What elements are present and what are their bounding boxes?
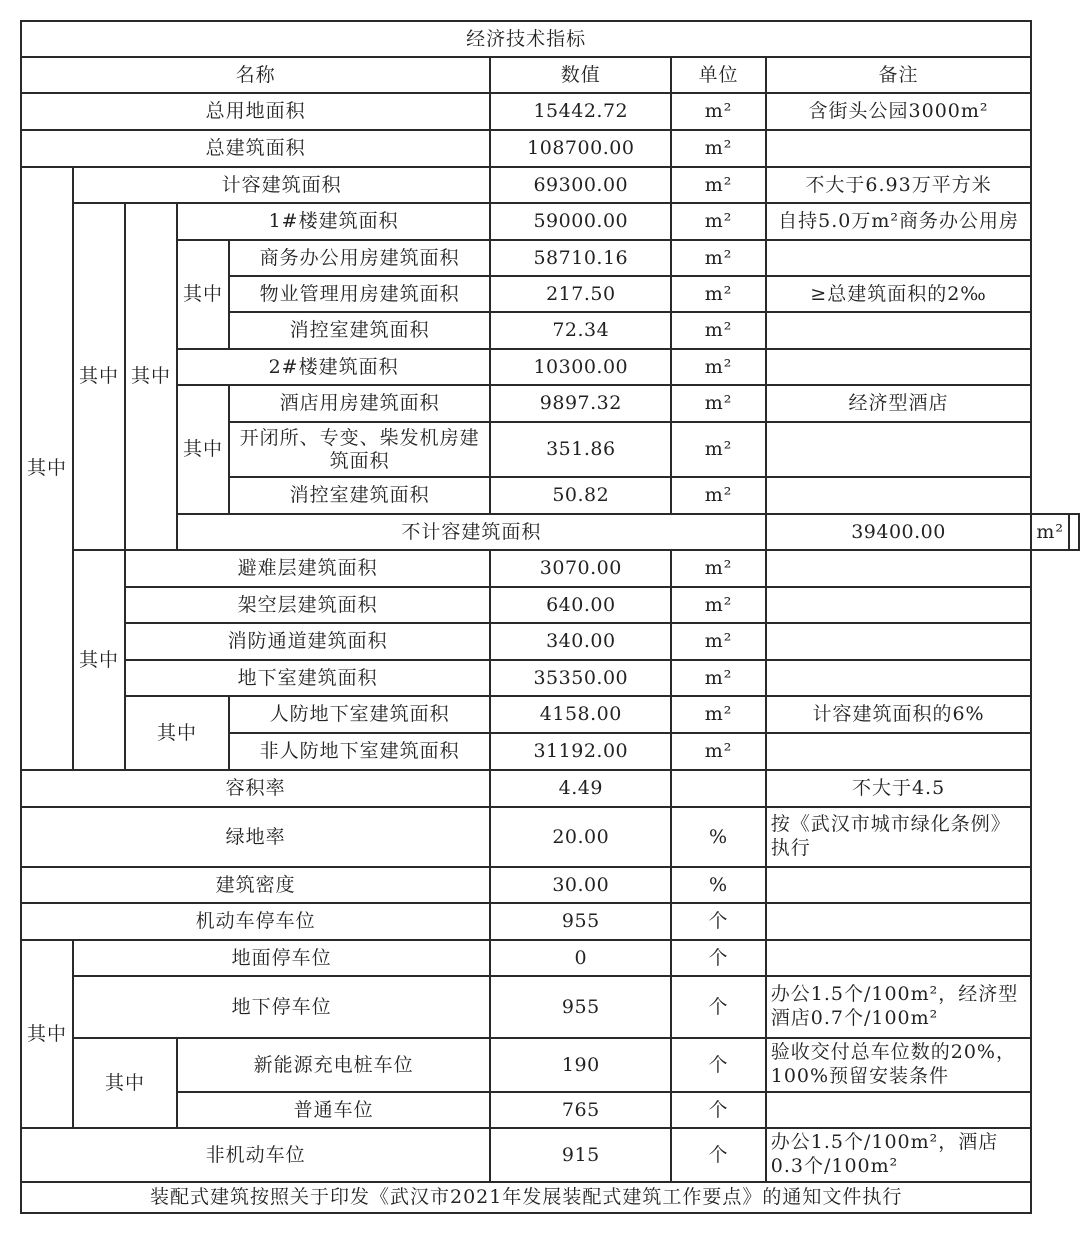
group-label: 其中 <box>177 240 229 349</box>
row-value: 69300.00 <box>490 167 671 203</box>
row-name: 总建筑面积 <box>21 130 490 167</box>
group-label: 其中 <box>125 203 177 550</box>
row-value: 31192.00 <box>490 733 671 770</box>
row-unit: m² <box>671 696 765 733</box>
row-value: 10300.00 <box>490 349 671 385</box>
row-unit: m² <box>1031 514 1069 550</box>
row-name: 避难层建筑面积 <box>125 550 490 587</box>
row-value: 915 <box>490 1128 671 1182</box>
header-unit: 单位 <box>671 57 765 93</box>
row-note <box>766 240 1032 276</box>
row-value: 765 <box>490 1092 671 1128</box>
row-unit: m² <box>671 167 765 203</box>
row-value: 108700.00 <box>490 130 671 167</box>
row-note <box>766 587 1032 623</box>
row-name: 消防通道建筑面积 <box>125 623 490 660</box>
group-label: 其中 <box>21 940 73 1128</box>
row-value: 20.00 <box>490 807 671 867</box>
group-label: 其中 <box>73 203 125 550</box>
row-value: 640.00 <box>490 587 671 623</box>
row-unit: m² <box>671 733 765 770</box>
row-value: 35350.00 <box>490 660 671 696</box>
row-value: 9897.32 <box>490 385 671 422</box>
row-note: 经济型酒店 <box>766 385 1032 422</box>
row-unit: m² <box>671 385 765 422</box>
row-unit: m² <box>671 203 765 240</box>
row-unit <box>671 770 765 807</box>
row-name: 计容建筑面积 <box>73 167 490 203</box>
row-value: 217.50 <box>490 276 671 312</box>
row-note: 含街头公园3000m² <box>766 93 1032 130</box>
row-value: 955 <box>490 903 671 940</box>
row-value: 15442.72 <box>490 93 671 130</box>
row-name: 建筑密度 <box>21 867 490 903</box>
row-name: 人防地下室建筑面积 <box>229 696 490 733</box>
row-name: 地下室建筑面积 <box>125 660 490 696</box>
row-name: 消控室建筑面积 <box>229 312 490 349</box>
row-name: 架空层建筑面积 <box>125 587 490 623</box>
row-note: 按《武汉市城市绿化条例》执行 <box>766 807 1032 867</box>
row-name: 开闭所、专变、柴发机房建筑面积 <box>229 422 490 477</box>
group-label: 其中 <box>177 385 229 514</box>
header-note: 备注 <box>766 57 1032 93</box>
header-value: 数值 <box>490 57 671 93</box>
economic-indicator-table <box>20 20 1080 1214</box>
row-unit: 个 <box>671 903 765 940</box>
row-name: 普通车位 <box>177 1092 490 1128</box>
group-label: 其中 <box>73 1038 177 1128</box>
row-name: 非人防地下室建筑面积 <box>229 733 490 770</box>
row-unit: m² <box>671 587 765 623</box>
row-name: 不计容建筑面积 <box>177 514 766 550</box>
row-unit: m² <box>671 623 765 660</box>
row-unit: m² <box>671 349 765 385</box>
row-note: 不大于6.93万平方米 <box>766 167 1032 203</box>
row-name: 机动车停车位 <box>21 903 490 940</box>
row-note <box>766 422 1032 477</box>
row-note: 办公1.5个/100m²，酒店0.3个/100m² <box>766 1128 1032 1182</box>
row-unit: m² <box>671 477 765 514</box>
row-name: 地面停车位 <box>73 940 490 976</box>
row-value: 351.86 <box>490 422 671 477</box>
row-note <box>766 312 1032 349</box>
row-name: 酒店用房建筑面积 <box>229 385 490 422</box>
table-title: 经济技术指标 <box>21 21 1031 57</box>
group-label: 其中 <box>73 550 125 770</box>
row-name: 2#楼建筑面积 <box>177 349 490 385</box>
row-note <box>766 867 1032 903</box>
indicator-table-wrapper <box>20 20 1080 1214</box>
row-unit: m² <box>671 660 765 696</box>
row-note: 不大于4.5 <box>766 770 1032 807</box>
header-name: 名称 <box>21 57 490 93</box>
row-value: 3070.00 <box>490 550 671 587</box>
row-name: 1#楼建筑面积 <box>177 203 490 240</box>
row-value: 190 <box>490 1038 671 1092</box>
row-value: 4.49 <box>490 770 671 807</box>
row-note <box>766 623 1032 660</box>
row-value: 0 <box>490 940 671 976</box>
row-unit: m² <box>671 93 765 130</box>
row-name: 地下停车位 <box>73 976 490 1038</box>
row-value: 955 <box>490 976 671 1038</box>
row-note: 验收交付总车位数的20%，100%预留安装条件 <box>766 1038 1032 1092</box>
table-footer-note: 装配式建筑按照关于印发《武汉市2021年发展装配式建筑工作要点》的通知文件执行 <box>21 1182 1031 1213</box>
row-note <box>1069 514 1079 550</box>
row-note <box>766 733 1032 770</box>
row-note <box>766 550 1032 587</box>
row-note <box>766 660 1032 696</box>
row-name: 总用地面积 <box>21 93 490 130</box>
row-note <box>766 903 1032 940</box>
row-unit: m² <box>671 550 765 587</box>
row-note <box>766 940 1032 976</box>
row-value: 4158.00 <box>490 696 671 733</box>
row-unit: 个 <box>671 976 765 1038</box>
row-unit: m² <box>671 312 765 349</box>
row-note: 计容建筑面积的6% <box>766 696 1032 733</box>
row-value: 39400.00 <box>766 514 1032 550</box>
row-unit: 个 <box>671 1092 765 1128</box>
row-value: 58710.16 <box>490 240 671 276</box>
row-value: 30.00 <box>490 867 671 903</box>
row-name: 非机动车位 <box>21 1128 490 1182</box>
row-name: 物业管理用房建筑面积 <box>229 276 490 312</box>
row-note <box>766 349 1032 385</box>
row-unit: % <box>671 867 765 903</box>
row-note: ≥总建筑面积的2‰ <box>766 276 1032 312</box>
row-unit: % <box>671 807 765 867</box>
group-label: 其中 <box>21 167 73 770</box>
row-unit: m² <box>671 130 765 167</box>
row-unit: m² <box>671 276 765 312</box>
row-unit: m² <box>671 240 765 276</box>
row-name: 消控室建筑面积 <box>229 477 490 514</box>
row-unit: 个 <box>671 1038 765 1092</box>
row-unit: 个 <box>671 1128 765 1182</box>
row-name: 容积率 <box>21 770 490 807</box>
group-label: 其中 <box>125 696 229 770</box>
row-name: 新能源充电桩车位 <box>177 1038 490 1092</box>
row-note: 办公1.5个/100m²，经济型酒店0.7个/100m² <box>766 976 1032 1038</box>
row-value: 59000.00 <box>490 203 671 240</box>
row-value: 72.34 <box>490 312 671 349</box>
row-note: 自持5.0万m²商务办公用房 <box>766 203 1032 240</box>
row-note <box>766 1092 1032 1128</box>
row-unit: m² <box>671 422 765 477</box>
row-value: 340.00 <box>490 623 671 660</box>
row-unit: 个 <box>671 940 765 976</box>
row-name: 绿地率 <box>21 807 490 867</box>
row-name: 商务办公用房建筑面积 <box>229 240 490 276</box>
row-value: 50.82 <box>490 477 671 514</box>
row-note <box>766 477 1032 514</box>
row-note <box>766 130 1032 167</box>
